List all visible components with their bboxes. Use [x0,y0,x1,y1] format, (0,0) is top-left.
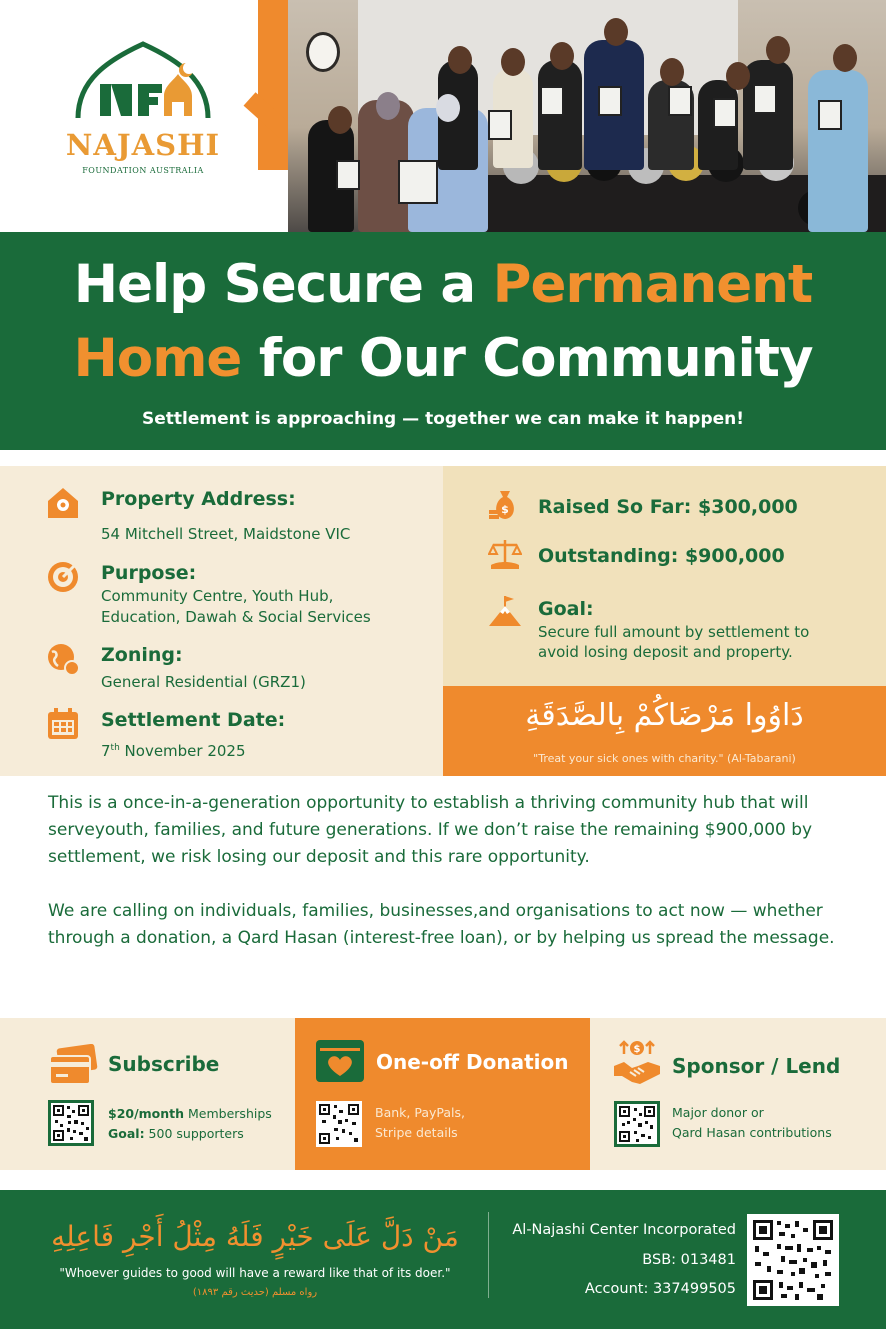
bank-qr-code[interactable] [747,1214,839,1306]
subscribe-goal: Goal: 500 supporters [108,1126,244,1141]
footer-divider [488,1212,489,1298]
goal-line-1: Secure full amount by settlement to [538,623,810,641]
scales-icon [488,537,522,571]
mosque-dome-icon [68,40,218,120]
top-banner [0,0,886,232]
bank-bsb: BSB: 013481 [642,1252,736,1268]
address-value: 54 Mitchell Street, Maidstone VIC [101,525,351,543]
settlement-date: 7th November 2025 [101,742,246,760]
sponsor-line-2: Qard Hasan contributions [672,1125,832,1140]
sponsor-line-1: Major donor or [672,1105,764,1120]
donation-qr-code[interactable] [316,1101,362,1147]
headline-orange-2: Home [73,328,242,389]
hadith-reference: رواه مسلم (حديث رقم ١٨٩٣) [192,1287,318,1298]
settlement-title: Settlement Date: [101,709,286,731]
goal-title: Goal: [538,598,594,620]
svg-text:$: $ [501,503,509,516]
goal-line-2: avoid losing deposit and property. [538,643,793,661]
credit-card-icon [48,1044,98,1086]
zoning-value: General Residential (GRZ1) [101,673,306,691]
quote-translation: "Treat your sick ones with charity." (Al-Tabarani) [533,752,796,765]
mountain-flag-icon [488,594,522,628]
logo-subtitle: FOUNDATION AUSTRALIA [82,166,204,175]
charity-quote-box [443,686,886,776]
headline-line-2 [0,328,886,389]
donation-line-2: Stripe details [375,1125,458,1140]
subscribe-amount: $20/month Memberships [108,1106,272,1121]
community-photo [288,0,886,232]
purpose-line-1: Community Centre, Youth Hub, [101,587,334,605]
footer [0,1190,886,1329]
donation-box-icon [314,1038,366,1084]
address-title: Property Address: [101,488,296,510]
decorative-stripe [258,0,288,170]
headline-orange-1: Permanent [492,254,813,315]
headline-white-1: Help Secure a [73,254,493,315]
logo-name: NAJASHI [65,128,221,162]
appeal-body [48,790,848,979]
sponsor-qr-code[interactable] [614,1101,660,1147]
headline-subtitle: Settlement is approaching — together we can make it happen! [141,409,745,429]
one-off-donation-title[interactable]: One-off Donation [376,1050,569,1074]
appeal-paragraph-2: We are calling on individuals, families, businesses,and organisations to act now — whether through a donation, a Qard Hasan (interest-free loan), or by helping us spread the message. [48,901,835,948]
target-icon [46,560,80,594]
clock-icon [306,32,340,72]
purpose-title: Purpose: [101,562,197,584]
headline-line-1 [0,254,886,315]
house-location-icon [46,486,80,520]
money-bag-icon [488,488,522,522]
donation-line-1: Bank, PayPals, [375,1105,465,1120]
hadith-translation: "Whoever guides to good will have a reward like that of its doer." [59,1266,451,1280]
headline-band [0,232,886,450]
svg-text:$: $ [633,1044,641,1055]
sponsor-lend-title[interactable]: Sponsor / Lend [672,1054,841,1078]
outstanding-amount: Outstanding: $900,000 [538,545,785,567]
purpose-line-2: Education, Dawah & Social Services [101,608,371,626]
appeal-paragraph-1: This is a once-in-a-generation opportunity to establish a thriving community hub that will serveyouth, families, and future generations. If we don’t raise the remaining $900,000 by settlement, we risk losing our deposit and this rare opportunity. [48,793,813,867]
calendar-icon [46,707,80,741]
subscribe-qr-code[interactable] [48,1100,94,1146]
bank-account-name: Al-Najashi Center Incorporated [512,1222,736,1238]
handshake-icon [612,1038,662,1088]
quote-arabic: دَاوُوا مَرْضَاكُمْ بِالصَّدَقَةِ [525,698,804,733]
headline-white-2: for Our Community [241,328,813,389]
zoning-title: Zoning: [101,644,183,666]
bank-account-number: Account: 337499505 [584,1281,736,1297]
raised-amount: Raised So Far: $300,000 [538,496,798,518]
globe-icon [46,642,80,676]
subscribe-title[interactable]: Subscribe [108,1052,220,1076]
hadith-arabic: مَنْ دَلَّ عَلَى خَيْرٍ فَلَهُ مِثْلُ أَجْرِ فَاعِلِهِ [51,1220,459,1253]
najashi-logo [58,40,228,180]
